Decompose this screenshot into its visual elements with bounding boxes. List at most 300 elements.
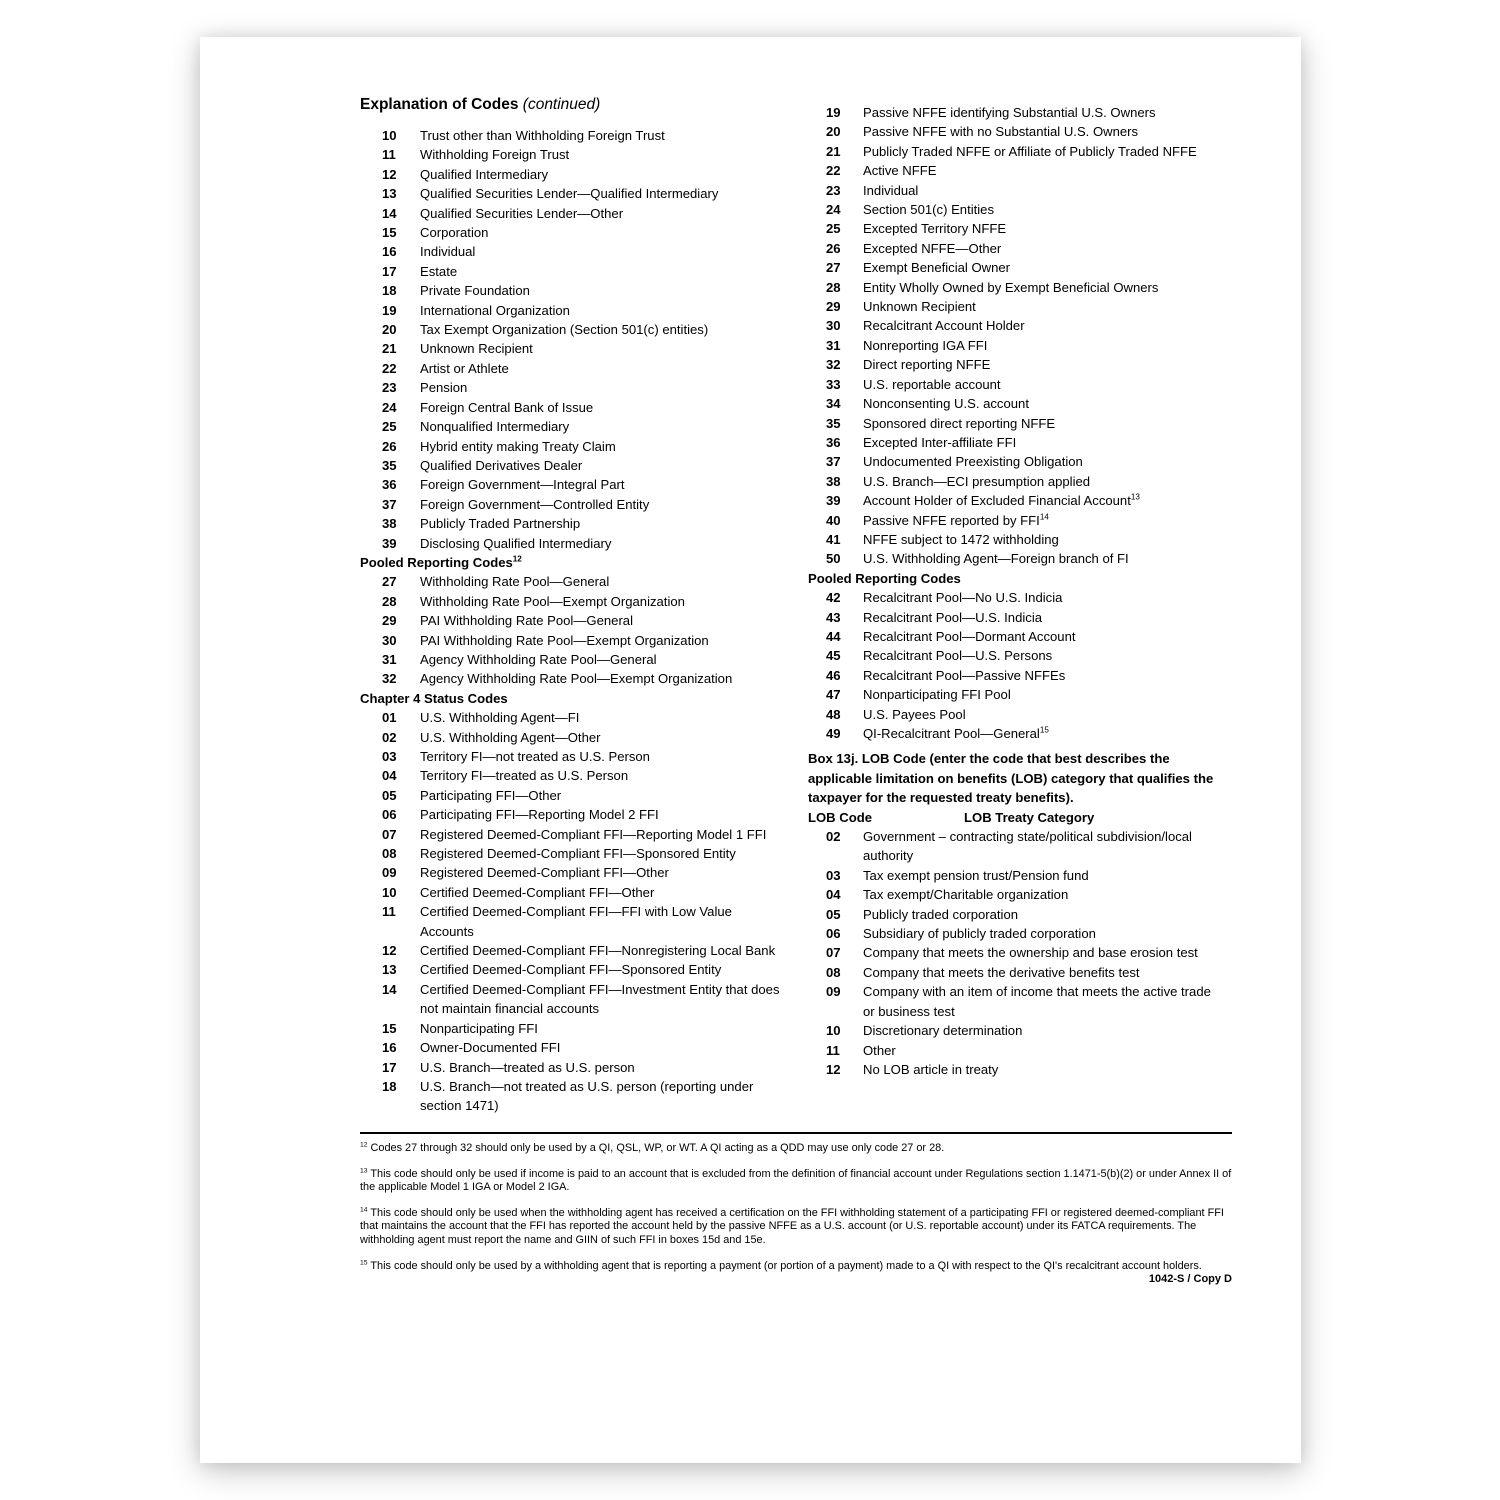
code-label xyxy=(863,511,1222,530)
code-item xyxy=(808,608,1222,627)
code-item xyxy=(808,627,1222,646)
code-number: 22 xyxy=(826,163,841,179)
code-number: 33 xyxy=(826,376,841,392)
code-item xyxy=(808,963,1222,982)
code-label-text: Nonconsenting U.S. account xyxy=(863,396,1029,412)
right-code-sections xyxy=(808,103,1222,743)
section-heading xyxy=(808,569,1222,588)
code-number: 26 xyxy=(382,438,397,454)
code-number: 13 xyxy=(382,186,397,202)
code-item xyxy=(360,145,788,164)
code-label xyxy=(420,495,788,514)
code-label xyxy=(420,378,788,397)
code-number: 13 xyxy=(382,962,397,978)
code-number: 28 xyxy=(826,279,841,295)
code-label-text: Company that meets the derivative benefits test xyxy=(863,964,1140,980)
code-label xyxy=(863,943,1222,962)
code-item xyxy=(808,1021,1222,1040)
code-label xyxy=(863,278,1222,297)
code-label xyxy=(863,394,1222,413)
page-title xyxy=(360,95,788,115)
code-number: 23 xyxy=(382,380,397,396)
code-number: 05 xyxy=(382,787,397,803)
code-item xyxy=(360,825,788,844)
code-number: 02 xyxy=(826,829,841,845)
footnote xyxy=(360,1207,1232,1248)
code-label-text: Qualified Derivatives Dealer xyxy=(420,457,583,473)
code-number: 01 xyxy=(382,710,397,726)
code-item xyxy=(808,278,1222,297)
code-item xyxy=(360,126,788,145)
code-label xyxy=(863,472,1222,491)
code-number: 47 xyxy=(826,687,841,703)
code-label xyxy=(863,239,1222,258)
code-label-text: Nonparticipating FFI Pool xyxy=(863,687,1011,703)
code-item xyxy=(808,885,1222,904)
code-number: 32 xyxy=(382,671,397,687)
code-number: 10 xyxy=(826,1023,841,1039)
code-item xyxy=(360,242,788,261)
code-number: 43 xyxy=(826,609,841,625)
code-label-text: Qualified Securities Lender—Qualified Intermediary xyxy=(420,186,719,202)
code-item xyxy=(360,456,788,475)
code-label xyxy=(863,1021,1222,1040)
code-number: 07 xyxy=(382,826,397,842)
code-number: 22 xyxy=(382,360,397,376)
code-label-text: Artist or Athlete xyxy=(420,360,509,376)
code-label xyxy=(420,844,788,863)
code-label-text: Unknown Recipient xyxy=(420,341,533,357)
code-item xyxy=(808,705,1222,724)
code-label-text: Disclosing Qualified Intermediary xyxy=(420,535,612,551)
code-number: 31 xyxy=(826,337,841,353)
code-number: 12 xyxy=(382,166,397,182)
code-label xyxy=(420,126,788,145)
code-label-text: Territory FI—treated as U.S. Person xyxy=(420,768,629,784)
code-label xyxy=(863,608,1222,627)
code-item xyxy=(808,491,1222,510)
code-label-text: Agency Withholding Rate Pool—Exempt Organization xyxy=(420,671,733,687)
code-label-text: Undocumented Preexisting Obligation xyxy=(863,454,1083,470)
code-number: 29 xyxy=(826,299,841,315)
code-label xyxy=(863,452,1222,471)
code-label xyxy=(420,456,788,475)
code-number: 24 xyxy=(826,202,841,218)
code-label-text: Company with an item of income that meets the active trade or business test xyxy=(863,984,1211,1019)
code-item xyxy=(360,1077,788,1116)
code-number: 36 xyxy=(382,477,397,493)
code-label-text: Publicly traded corporation xyxy=(863,906,1019,922)
code-item xyxy=(360,262,788,281)
code-label-text: U.S. reportable account xyxy=(863,376,1001,392)
code-label xyxy=(420,301,788,320)
code-label-text: International Organization xyxy=(420,302,570,318)
code-number: 12 xyxy=(382,943,397,959)
code-number: 11 xyxy=(826,1042,840,1058)
code-item xyxy=(360,805,788,824)
code-label xyxy=(420,398,788,417)
code-label xyxy=(863,414,1222,433)
code-item xyxy=(808,724,1222,743)
code-label-text: Foreign Government—Controlled Entity xyxy=(420,496,650,512)
code-number: 21 xyxy=(382,341,397,357)
code-number: 28 xyxy=(382,593,397,609)
code-number: 32 xyxy=(826,357,841,373)
code-label-text: Trust other than Withholding Foreign Trust xyxy=(420,128,665,143)
code-label-text: Recalcitrant Pool—U.S. Indicia xyxy=(863,609,1043,625)
code-label xyxy=(863,549,1222,568)
code-item xyxy=(360,902,788,941)
code-label xyxy=(863,375,1222,394)
code-item xyxy=(360,1058,788,1077)
code-number: 38 xyxy=(826,473,841,489)
code-number: 15 xyxy=(382,225,397,241)
code-label xyxy=(863,530,1222,549)
code-number: 42 xyxy=(826,590,841,606)
code-label-text: Foreign Government—Integral Part xyxy=(420,477,625,493)
code-label xyxy=(420,572,788,591)
code-label-text: Individual xyxy=(863,182,919,198)
code-label-text: Agency Withholding Rate Pool—General xyxy=(420,651,657,667)
code-label xyxy=(863,666,1222,685)
code-item xyxy=(808,161,1222,180)
code-item xyxy=(808,452,1222,471)
code-label-text: Registered Deemed-Compliant FFI—Sponsored Entity xyxy=(420,846,736,862)
code-item xyxy=(360,592,788,611)
code-number: 31 xyxy=(382,651,397,667)
code-label-text: Participating FFI—Other xyxy=(420,787,562,803)
code-number: 03 xyxy=(382,749,397,764)
code-number: 30 xyxy=(826,318,841,334)
code-label xyxy=(863,924,1222,943)
code-label-text: Entity Wholly Owned by Exempt Beneficial Owners xyxy=(863,279,1159,295)
code-item xyxy=(808,866,1222,885)
code-label xyxy=(863,588,1222,607)
form-page xyxy=(200,37,1301,1463)
footnote xyxy=(360,1260,1232,1274)
code-label xyxy=(863,161,1222,180)
code-label-text: Certified Deemed-Compliant FFI—Sponsored Entity xyxy=(420,962,722,978)
code-number: 16 xyxy=(382,244,397,260)
code-number: 19 xyxy=(382,302,397,318)
code-label xyxy=(420,980,788,1019)
code-number: 41 xyxy=(826,531,841,547)
code-number: 20 xyxy=(382,322,397,338)
code-label xyxy=(420,145,788,164)
code-label-text: U.S. Branch—ECI presumption applied xyxy=(863,473,1091,489)
code-label-text: Foreign Central Bank of Issue xyxy=(420,399,594,415)
code-label xyxy=(420,960,788,979)
code-label xyxy=(420,320,788,339)
code-item xyxy=(808,258,1222,277)
code-number: 30 xyxy=(382,632,397,648)
code-label xyxy=(420,534,788,553)
code-item xyxy=(808,943,1222,962)
code-item xyxy=(360,669,788,688)
code-label xyxy=(420,417,788,436)
code-item xyxy=(808,982,1222,1021)
code-label xyxy=(420,592,788,611)
code-label xyxy=(420,883,788,902)
code-item xyxy=(360,611,788,630)
code-number: 06 xyxy=(826,926,841,942)
code-number: 14 xyxy=(382,981,397,997)
code-number: 02 xyxy=(382,729,397,745)
code-item xyxy=(808,355,1222,374)
code-label xyxy=(863,433,1222,452)
code-label xyxy=(863,627,1222,646)
code-label-text: Certified Deemed-Compliant FFI—Nonregistering Local Bank xyxy=(420,943,776,959)
code-item xyxy=(360,437,788,456)
footnote-reference: 15 xyxy=(1039,725,1049,735)
code-item xyxy=(360,844,788,863)
footnote-reference: 14 xyxy=(360,1206,368,1214)
code-item xyxy=(808,122,1222,141)
code-label xyxy=(863,336,1222,355)
code-label xyxy=(420,262,788,281)
code-label-text: Individual xyxy=(420,244,476,260)
code-number: 40 xyxy=(826,512,841,528)
code-item xyxy=(808,142,1222,161)
code-label xyxy=(420,766,788,785)
code-label xyxy=(420,437,788,456)
code-number: 39 xyxy=(382,535,397,551)
code-label-text: Company that meets the ownership and base erosion test xyxy=(863,945,1198,961)
code-label-text: U.S. Withholding Agent—FI xyxy=(420,710,580,726)
code-number: 09 xyxy=(382,865,397,881)
code-number: 48 xyxy=(826,706,841,722)
code-label-text: Active NFFE xyxy=(863,163,937,179)
left-column xyxy=(360,95,788,1116)
code-number: 24 xyxy=(382,399,397,415)
code-label-text: Unknown Recipient xyxy=(863,299,976,315)
code-item xyxy=(360,320,788,339)
code-label-text: Government – contracting state/political subdivision/local authority xyxy=(863,829,1192,864)
code-item xyxy=(360,786,788,805)
code-label xyxy=(863,258,1222,277)
code-label xyxy=(420,1077,788,1116)
code-label-text: Corporation xyxy=(420,225,489,241)
code-item xyxy=(808,530,1222,549)
code-number: 07 xyxy=(826,945,841,961)
code-label xyxy=(420,1058,788,1077)
code-label xyxy=(420,708,788,727)
code-number: 35 xyxy=(382,457,397,473)
code-label-text: NFFE subject to 1472 withholding xyxy=(863,531,1059,547)
code-item xyxy=(360,223,788,242)
code-label-text: Certified Deemed-Compliant FFI—FFI with Low Value Accounts xyxy=(420,904,732,939)
code-number: 35 xyxy=(826,415,841,431)
code-label xyxy=(863,646,1222,665)
code-item xyxy=(808,433,1222,452)
code-item xyxy=(360,1019,788,1038)
code-label xyxy=(863,905,1222,924)
code-number: 10 xyxy=(382,128,397,143)
code-label xyxy=(420,242,788,261)
code-label xyxy=(863,982,1222,1021)
code-label-text: Excepted Inter-affiliate FFI xyxy=(863,434,1017,450)
code-number: 11 xyxy=(382,147,396,163)
code-number: 04 xyxy=(826,887,841,903)
code-label xyxy=(863,885,1222,904)
code-item xyxy=(808,336,1222,355)
code-label xyxy=(420,728,788,747)
code-label-text: PAI Withholding Rate Pool—Exempt Organization xyxy=(420,632,709,648)
code-number: 17 xyxy=(382,263,397,279)
section-heading-text: Pooled Reporting Codes xyxy=(808,570,961,586)
code-number: 37 xyxy=(382,496,397,512)
code-item xyxy=(808,924,1222,943)
code-label-text: Private Foundation xyxy=(420,283,530,299)
code-item xyxy=(808,549,1222,568)
code-label xyxy=(863,827,1222,866)
footnote-reference: 12 xyxy=(360,1141,368,1149)
code-label-text: Withholding Foreign Trust xyxy=(420,147,570,163)
code-item xyxy=(808,316,1222,335)
footnote xyxy=(360,1168,1232,1195)
lob-code-header: LOB Code xyxy=(808,809,873,825)
code-item xyxy=(360,281,788,300)
right-column xyxy=(808,103,1222,1079)
code-label-text: Exempt Beneficial Owner xyxy=(863,260,1011,276)
code-item xyxy=(360,534,788,553)
footnote-reference: 15 xyxy=(360,1258,368,1266)
code-label-text: No LOB article in treaty xyxy=(863,1061,999,1077)
code-number: 03 xyxy=(826,867,841,883)
footnote-reference: 13 xyxy=(1130,492,1140,502)
code-label xyxy=(863,685,1222,704)
code-item xyxy=(360,960,788,979)
code-label-text: U.S. Withholding Agent—Other xyxy=(420,729,601,745)
code-number: 37 xyxy=(826,454,841,470)
code-label-text: Estate xyxy=(420,263,458,279)
code-item xyxy=(360,941,788,960)
lob-code-list xyxy=(808,827,1222,1079)
code-label xyxy=(420,223,788,242)
code-label-text: Owner-Documented FFI xyxy=(420,1040,561,1056)
code-item xyxy=(808,181,1222,200)
code-item xyxy=(808,103,1222,122)
code-label xyxy=(863,181,1222,200)
code-item xyxy=(808,414,1222,433)
code-item xyxy=(360,708,788,727)
code-label-text: Other xyxy=(863,1042,896,1058)
code-item xyxy=(808,1041,1222,1060)
code-label xyxy=(863,142,1222,161)
code-label xyxy=(863,705,1222,724)
code-item xyxy=(808,588,1222,607)
code-item xyxy=(808,375,1222,394)
code-number: 12 xyxy=(826,1061,841,1077)
code-item xyxy=(360,572,788,591)
code-item xyxy=(360,204,788,223)
code-label-text: Qualified Intermediary xyxy=(420,166,549,182)
footnote-text: This code should only be used if income is paid to an account that is excluded from the definition of financial account under Regulations section 1.1471-5(b)(2) or under Annex II of the applicable Model 1 IGA or Model 2 IGA. xyxy=(360,1167,1232,1194)
code-label-text: Passive NFFE with no Substantial U.S. Owners xyxy=(863,124,1139,140)
section-heading xyxy=(360,689,788,708)
code-label xyxy=(420,669,788,688)
code-item xyxy=(360,475,788,494)
code-label xyxy=(420,165,788,184)
code-number: 21 xyxy=(826,143,841,159)
code-label xyxy=(863,103,1222,122)
footnote-text: Codes 27 through 32 should only be used by a QI, QSL, WP, or WT. A QI acting as a QDD may use only code 27 or 28. xyxy=(370,1142,945,1154)
lob-table-header xyxy=(808,808,1222,827)
code-item xyxy=(360,378,788,397)
code-label xyxy=(863,200,1222,219)
code-label xyxy=(863,1041,1222,1060)
code-label-text: Certified Deemed-Compliant FFI—Investment Entity that does not maintain financial accounts xyxy=(420,981,780,1017)
code-label xyxy=(420,805,788,824)
code-item xyxy=(808,239,1222,258)
code-number: 05 xyxy=(826,906,841,922)
section-heading-text: Pooled Reporting Codes xyxy=(360,554,513,570)
form-id-footer: 1042-S / Copy D xyxy=(1148,1273,1232,1285)
code-label-text: Direct reporting NFFE xyxy=(863,357,991,373)
code-label-text: Excepted NFFE—Other xyxy=(863,240,1002,256)
code-item xyxy=(808,827,1222,866)
code-label xyxy=(420,514,788,533)
code-label-text: Qualified Securities Lender—Other xyxy=(420,205,624,221)
code-label-text: Nonqualified Intermediary xyxy=(420,419,570,435)
code-label xyxy=(863,491,1222,510)
code-number: 06 xyxy=(382,807,397,823)
code-item xyxy=(360,883,788,902)
code-item xyxy=(360,184,788,203)
code-number: 15 xyxy=(382,1020,397,1036)
code-label xyxy=(420,204,788,223)
code-label-text: QI-Recalcitrant Pool—General xyxy=(863,726,1040,741)
code-item xyxy=(808,219,1222,238)
code-label xyxy=(863,724,1222,743)
footnote-reference: 12 xyxy=(512,554,522,564)
code-label xyxy=(420,281,788,300)
code-number: 20 xyxy=(826,124,841,140)
code-item xyxy=(360,747,788,766)
code-number: 36 xyxy=(826,434,841,450)
code-label xyxy=(420,475,788,494)
code-label-text: Withholding Rate Pool—Exempt Organization xyxy=(420,593,685,609)
code-label xyxy=(863,122,1222,141)
code-item xyxy=(360,301,788,320)
code-label-text: Territory FI—not treated as U.S. Person xyxy=(420,749,650,764)
code-number: 49 xyxy=(826,726,841,741)
code-number: 44 xyxy=(826,628,841,644)
code-label xyxy=(420,650,788,669)
code-label-text: Registered Deemed-Compliant FFI—Other xyxy=(420,865,669,881)
code-item xyxy=(808,646,1222,665)
code-label xyxy=(420,184,788,203)
code-number: 38 xyxy=(382,516,397,532)
code-label-text: Certified Deemed-Compliant FFI—Other xyxy=(420,884,655,900)
code-label-text: Account Holder of Excluded Financial Account xyxy=(863,493,1131,509)
code-item xyxy=(360,863,788,882)
code-label xyxy=(420,611,788,630)
code-label-text: Passive NFFE reported by FFI xyxy=(863,512,1040,528)
code-label-text: U.S. Withholding Agent—Foreign branch of FI xyxy=(863,551,1129,567)
code-number: 27 xyxy=(382,574,397,590)
code-item xyxy=(808,511,1222,530)
code-number: 34 xyxy=(826,396,841,412)
code-item xyxy=(360,631,788,650)
code-number: 50 xyxy=(826,551,841,567)
code-label xyxy=(863,219,1222,238)
footnote-reference: 14 xyxy=(1039,512,1049,522)
page-title-continued: (continued) xyxy=(522,96,601,113)
code-number: 14 xyxy=(382,205,397,221)
code-label xyxy=(863,355,1222,374)
code-label-text: Participating FFI—Reporting Model 2 FFI xyxy=(420,807,659,823)
